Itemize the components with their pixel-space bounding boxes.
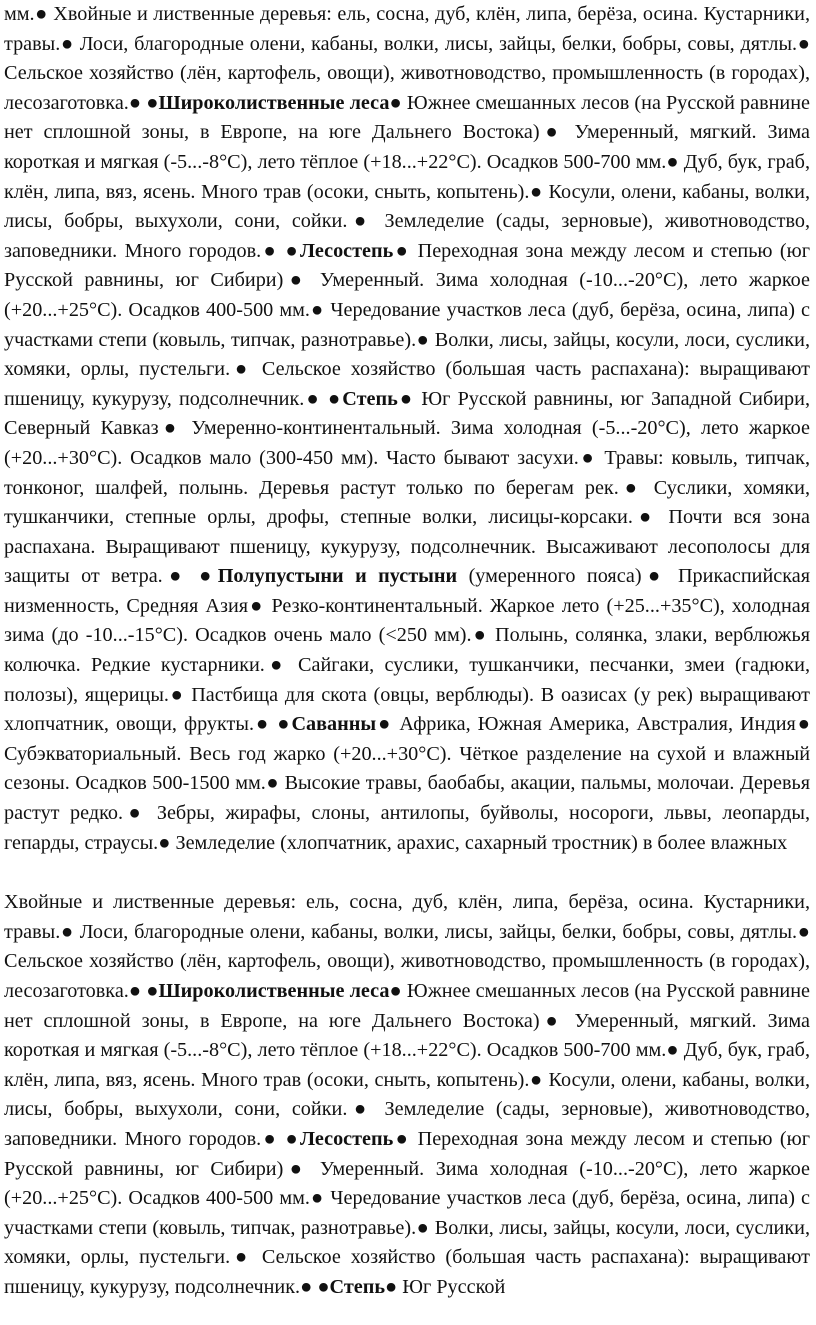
text-segment: ● Южнее смешанных лесов (на Русской равнине нет сплошной зоны, в Европе, на юге Дальнего Востока)● Умеренный, мягкий. Зима короткая и мягкая (-5...-8°С), лето тёплое (+18...+22°С). Осадков 500-700 мм.● Дуб, бук, граб, клён, липа, вяз, ясень. Много трав (осоки, сныть, копытень).● Косули, олени, кабаны, волки, лисы, бобры, выхухоли, сони, сойки.● Земледелие (сады, зерновые), животноводство, заповедники. Много городов.● ● [4,980,810,1150]
zone-heading-steppe: Степь [329,1275,386,1298]
zone-heading-forest-steppe: Лесостепь [300,239,394,262]
repeated-block-clip [4,888,810,1325]
text-segment: ● Юг Русской [385,1275,506,1298]
text-segment: ● Африка, Южная Америка, Австралия, Индия● Субэкваториальный. Весь год жарко (+20...+30°С). Чёткое разделение на сухой и влажный сезоны. Осадков 500-1500 мм.● Высокие травы, баобабы, акации, пальмы, молочаи. Деревья растут редко.● Зебры, жирафы, слоны, антилопы, буйволы, носороги, львы, леопарды, гепарды, страусы.● Земледелие (хлопчатник, арахис, сахарный тростник) в более влажных [4,713,810,854]
text-segment: Хвойные и лиственные деревья: ель, сосна, дуб, клён, липа, берёза, осина. Кустарники, травы.● Лоси, благородные олени, кабаны, волки, лисы, зайцы, белки, бобры, совы, дятлы.● Сельское хозяйство (лён, картофель, овощи), животноводство, промышленность (в городах), лесозаготовка.● ● [4,891,810,1002]
zone-heading-broadleaf-forests: Широколиственные леса [158,980,390,1002]
text-block-1 [4,0,810,858]
text-segment: мм.● Хвойные и лиственные деревья: ель, сосна, дуб, клён, липа, берёза, осина. Кустарники, травы.● Лоси, благородные олени, кабаны, волки, лисы, зайцы, белки, бобры, совы, дятлы.● Сельское хозяйство (лён, картофель, овощи), животноводство, промышленность (в городах), лесозаготовка.● ● [4,3,810,114]
paragraph-gap [4,858,810,888]
zone-heading-steppe: Степь [342,387,398,410]
text-segment: ● Переходная зона между лесом и степью (юг Русской равнины, юг Сибири)● Умеренный. Зима холодная (-10...-20°С), лето жаркое (+20...+25°С). Осадков 400-500 мм.● Чередование участков леса (дуб, берёза, осина, липа) с участками степи (ковыль, типчак, разнотравье).● Волки, лисы, зайцы, косули, лоси, суслики, хомяки, орлы, пустельги.● Сельское хозяйство (большая часть распахана): выращивают пшеницу, кукурузу, подсолнечник.● ● [4,239,810,410]
zone-heading-semi-deserts: Полупустыни и пустыни [217,565,458,588]
text-block-2 [4,888,810,1302]
text-segment: ● Южнее смешанных лесов (на Русской равнине нет сплошной зоны, в Европе, на юге Дальнего Востока)● Умеренный, мягкий. Зима короткая и мягкая (-5...-8°С), лето тёплое (+18...+22°С). Осадков 500-700 мм.● Дуб, бук, граб, клён, липа, вяз, ясень. Много трав (осоки, сныть, копытень).● Косули, олени, кабаны, волки, лисы, бобры, выхухоли, сони, сойки.● Земледелие (сады, зерновые), животноводство, заповедники. Много городов.● ● [4,91,811,262]
text-segment: (умеренного пояса)● Прикаспийская низменность, Средняя Азия● Резко-континентальный. Жаркое лето (+25...+35°С), холодная зима (до -10...-15°С). Осадков очень мало (<250 мм).● Полынь, солянка, злаки, верблюжья колючка. Редкие кустарники.● Сайгаки, суслики, тушканчики, песчанки, змеи (гадюки, полозы), ящерицы.● Пастбища для скота (овцы, верблюды). В оазисах (у рек) выращивают хлопчатник, овощи, фрукты.● ● [4,565,811,736]
zone-heading-forest-steppe: Лесостепь [300,1127,394,1150]
zone-heading-broadleaf-forests: Широколиственные леса [158,91,390,114]
text-segment: ● Переходная зона между лесом и степью (юг Русской равнины, юг Сибири)● Умеренный. Зима холодная (-10...-20°С), лето жаркое (+20...+25°С). Осадков 400-500 мм.● Чередование участков леса (дуб, берёза, осина, липа) с участками степи (ковыль, типчак, разнотравье).● Волки, лисы, зайцы, косули, лоси, суслики, хомяки, орлы, пустельги.● Сельское хозяйство (большая часть распахана): выращивают пшеницу, кукурузу, подсолнечник.● ● [4,1127,810,1298]
text-segment: ● Юг Русской равнины, юг Западной Сибири, Северный Кавказ● Умеренно-континентальный. Зима холодная (-5...-20°С), лето жаркое (+20...+30°С). Осадков мало (300-450 мм). Часто бывают засухи.● Травы: ковыль, типчак, тонконог, шалфей, полынь. Деревья растут только по берегам рек.● Суслики, хомяки, тушканчики, степные орлы, дрофы, степные волки, лисицы-корсаки.● Почти вся зона распахана. Выращивают пшеницу, кукурузу, подсолнечник. Высаживают лесополосы для защиты от ветра.● ● [4,387,810,588]
zone-heading-savannas: Саванны [291,713,377,736]
